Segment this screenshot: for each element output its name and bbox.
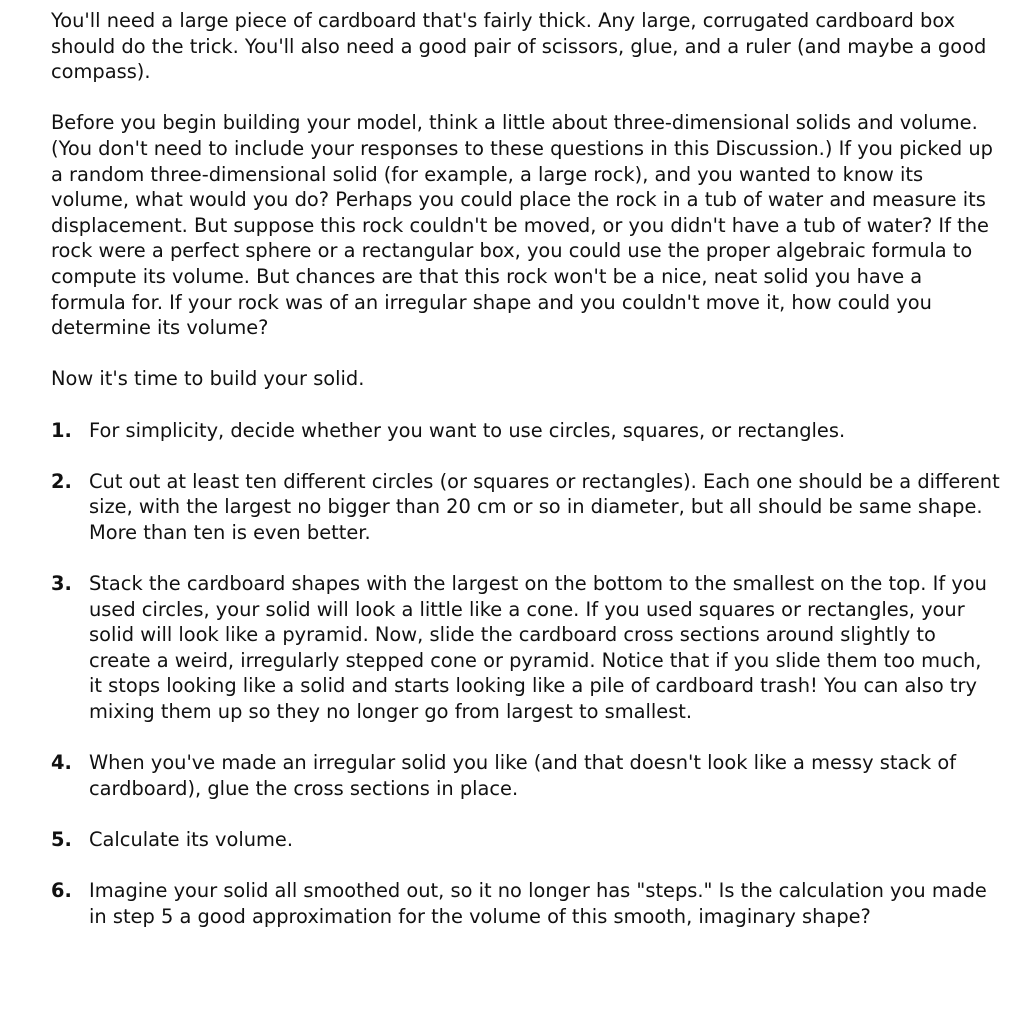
step-item	[51, 878, 1000, 929]
step-text: When you've made an irregular solid you like (and that doesn't look like a messy stack of cardboard), glue the cross sections in place.	[89, 751, 957, 800]
step-item	[51, 827, 1000, 853]
step-number: 3.	[51, 572, 72, 596]
step-item	[51, 469, 1000, 546]
step-item	[51, 750, 1000, 801]
step-item	[51, 418, 1000, 444]
step-text: Calculate its volume.	[89, 828, 293, 851]
instruction-steps-list	[51, 418, 1000, 930]
step-text: For simplicity, decide whether you want to use circles, squares, or rectangles.	[89, 418, 846, 442]
step-number: 2.	[51, 469, 72, 493]
step-item	[51, 571, 1000, 725]
volume-discussion-paragraph: Before you begin building your model, think a little about three-dimensional solids and volume. (You don't need to include your responses to these questions in this Discussion.) If you picked up a random three-dimensional solid (for example, a large rock), and you wanted to know its volume, what would you do? Perhaps you could place the rock in a tub of water and measure its displacement. But suppose this rock couldn't be moved, or you didn't have a tub of water? If the rock were a perfect sphere or a rectangular box, you could use the proper algebraic formula to compute its volume. But chances are that this rock won't be a nice, neat solid you have a formula for. If your rock was of an irregular shape and you couldn't move it, how could you determine its volume?	[51, 111, 993, 340]
step-text: Imagine your solid all smoothed out, so it no longer has "steps." Is the calculation you made in step 5 a good approximation for the volume of this smooth, imaginary shape?	[89, 879, 987, 928]
step-number: 5.	[51, 828, 72, 851]
build-intro-paragraph: Now it's time to build your solid.	[51, 367, 365, 391]
step-number: 4.	[51, 751, 72, 775]
step-text: Cut out at least ten different circles (or squares or rectangles). Each one should be a different size, with the largest no bigger than 20 cm or so in diameter, but all should be same shape. More than ten is even better.	[89, 469, 1000, 544]
step-number: 1.	[51, 418, 72, 442]
step-number: 6.	[51, 879, 72, 903]
step-text: Stack the cardboard shapes with the largest on the bottom to the smallest on the top. If you used circles, your solid will look a little like a cone. If you used squares or rectangles, your solid will look like a pyramid. Now, slide the cardboard cross sections around slightly to create a weird, irregularly stepped cone or pyramid. Notice that if you slide them too much, it stops looking like a solid and starts looking like a pile of cardboard trash! You can also try mixing them up so they no longer go from largest to smallest.	[89, 572, 987, 724]
intro-materials-paragraph: You'll need a large piece of cardboard that's fairly thick. Any large, corrugated cardboard box should do the trick. You'll also need a good pair of scissors, glue, and a ruler (and maybe a good compass).	[51, 9, 987, 84]
